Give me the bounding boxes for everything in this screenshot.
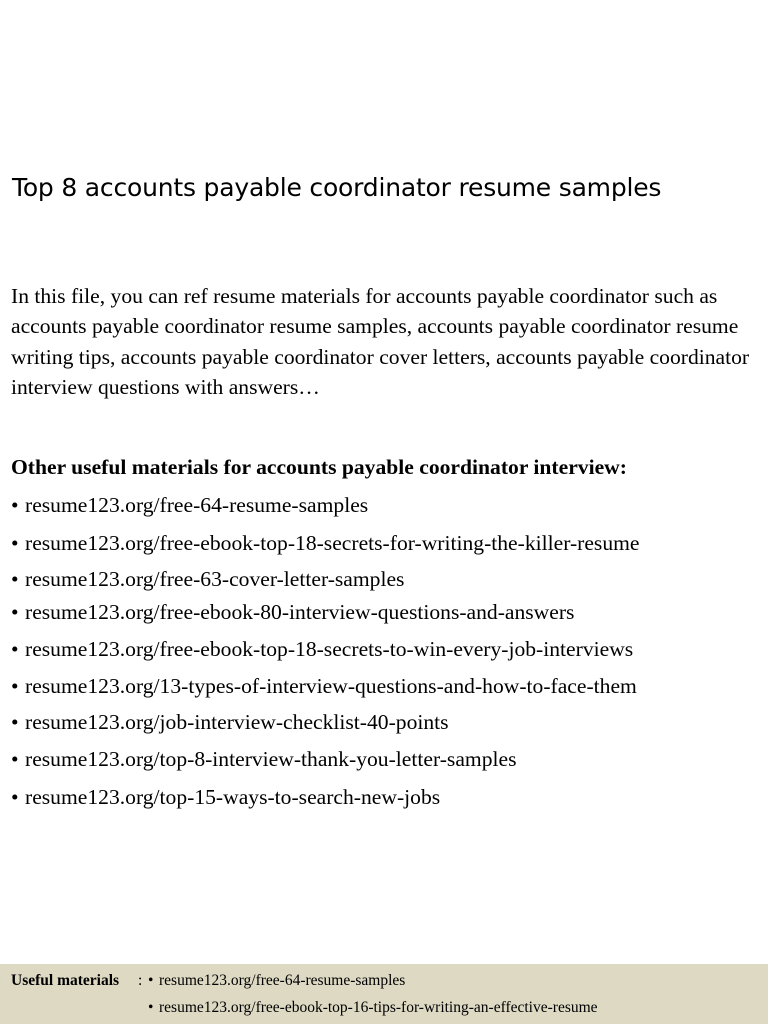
footer-colon: :	[138, 972, 143, 989]
footer-link-text[interactable]: resume123.org/free-ebook-top-16-tips-for-writing-an-effective-resume	[159, 999, 598, 1016]
link-item[interactable]	[11, 707, 449, 737]
link-item[interactable]	[11, 490, 368, 520]
link-item[interactable]	[11, 597, 574, 627]
bullet-icon: •	[11, 637, 19, 661]
link-text[interactable]: resume123.org/free-ebook-80-interview-questions-and-answers	[25, 600, 575, 624]
link-text[interactable]: resume123.org/free-ebook-top-18-secrets-to-win-every-job-interviews	[25, 637, 634, 661]
link-item[interactable]	[11, 528, 640, 558]
intro-paragraph: In this file, you can ref resume materials for accounts payable coordinator such as accounts payable coordinator resume samples, accounts payable coordinator resume writing tips, accounts payable coordinator cover letters, accounts payable coordinator interview questions with answers…	[11, 284, 750, 400]
link-text[interactable]: resume123.org/free-ebook-top-18-secrets-for-writing-the-killer-resume	[25, 531, 640, 555]
footer-label: Useful materials	[11, 972, 120, 989]
bullet-icon: •	[11, 710, 19, 734]
bullet-icon: •	[11, 531, 19, 555]
footer-link-item[interactable]	[148, 997, 598, 1019]
link-text[interactable]: resume123.org/free-63-cover-letter-samples	[25, 567, 405, 591]
bullet-icon: •	[148, 999, 154, 1016]
footer-link-item[interactable]	[148, 970, 405, 992]
link-item[interactable]	[11, 634, 633, 664]
link-item[interactable]	[11, 782, 440, 812]
link-text[interactable]: resume123.org/13-types-of-interview-questions-and-how-to-face-them	[25, 674, 637, 698]
link-text[interactable]: resume123.org/job-interview-checklist-40-points	[25, 710, 449, 734]
footer-link-text[interactable]: resume123.org/free-64-resume-samples	[159, 972, 406, 989]
link-item[interactable]	[11, 744, 516, 774]
link-item[interactable]	[11, 564, 404, 594]
link-item[interactable]	[11, 671, 637, 701]
bullet-icon: •	[11, 785, 19, 809]
link-text[interactable]: resume123.org/top-15-ways-to-search-new-jobs	[25, 785, 441, 809]
bullet-icon: •	[11, 747, 19, 771]
materials-heading: Other useful materials for accounts payable coordinator interview:	[11, 455, 627, 479]
bullet-icon: •	[11, 600, 19, 624]
bullet-icon: •	[148, 972, 154, 989]
bullet-icon: •	[11, 674, 19, 698]
link-text[interactable]: resume123.org/top-8-interview-thank-you-letter-samples	[25, 747, 517, 771]
bullet-icon: •	[11, 493, 19, 517]
link-text[interactable]: resume123.org/free-64-resume-samples	[25, 493, 369, 517]
page-title: Top 8 accounts payable coordinator resume samples	[12, 173, 662, 202]
bullet-icon: •	[11, 567, 19, 591]
